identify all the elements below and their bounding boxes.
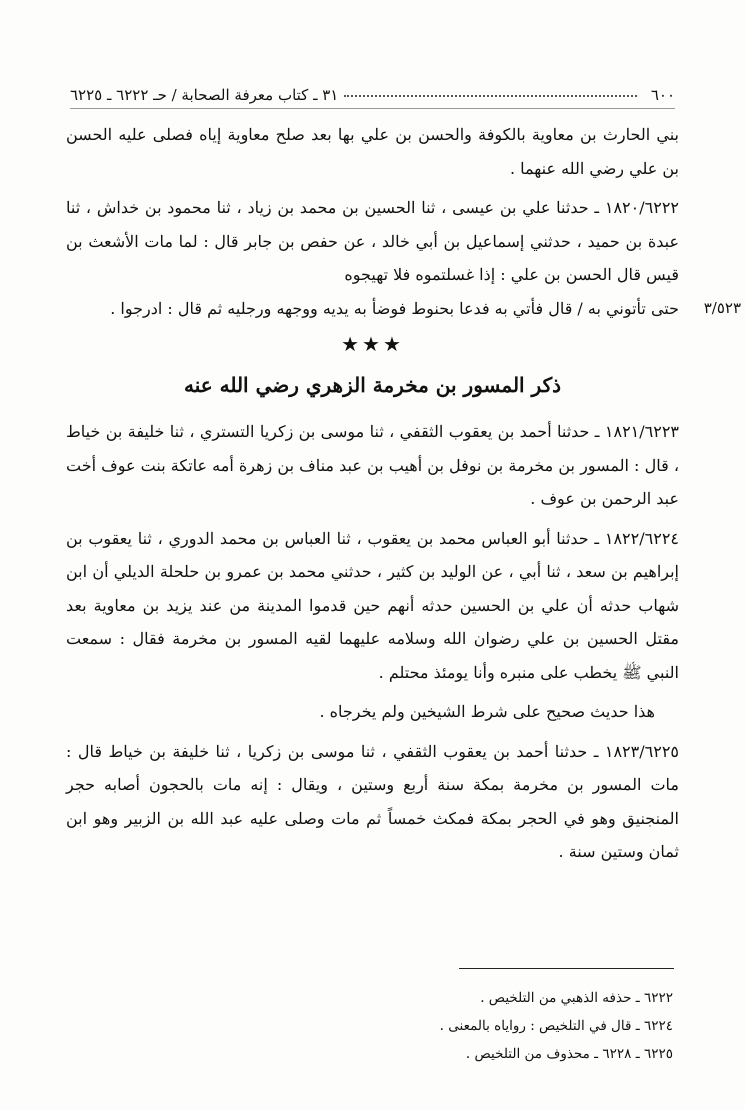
running-header [70, 82, 675, 109]
section-heading: ذكر المسور بن مخرمة الزهري رضي الله عنه [183, 373, 562, 397]
footnote-6225: ٦٢٢٥ ـ ٦٢٢٨ ـ محذوف من التلخيص . [465, 1046, 673, 1062]
section-divider-stars: ★★★ [341, 332, 404, 356]
hadith-6225: ١٨٢٣/٦٢٢٥ ـ حدثنا أحمد بن يعقوب الثقفي ، ثنا موسى بن زكريا ، ثنا خليفة بن خياط قال : مات المسور بن مخرمة بمكة سنة أربع وستين ، ويقال : إنه مات بالحجون أصابه حجر المنجنيق وهو في الحجر بمكة فمكث خمساً ثم مات وصلى عليه عبد الله بن الزبير وهو ابن ثمان وستين سنة . [66, 741, 679, 861]
paragraph-continuation: بني الحارث بن معاوية بالكوفة والحسن بن علي بها بعد صلح معاوية إياه فصلى عليه الحسن بن علي رضي الله عنهما . [66, 125, 679, 178]
hadith-6222-ending: حتى تأتوني به / قال فأتي به فدعا بحنوط فوضأ به يديه ووجهه ورجليه ثم قال : ادرجوا . [110, 298, 679, 318]
volume-page-reference: ٣/٥٢٣ [703, 298, 741, 317]
hadith-6224: ١٨٢٢/٦٢٢٤ ـ حدثنا أبو العباس محمد بن يعقوب ، ثنا العباس بن محمد الدوري ، ثنا يعقوب بن إبراهيم بن سعد ، ثنا أبي ، عن الوليد بن كثير ، حدثني محمد بن عمرو بن حلحلة الديلي أن ابن شهاب حدثه أن علي بن الحسين حدثه أنهم حين قدموا المدينة من عند يزيد بن معاوية بعد مقتل الحسين بن علي رضوان الله وسلامه عليهما لقيه المسور بن مخرمة فقال : سمعت النبي ﷺ يخطب على منبره وأنا يومئذ محتلم . [66, 528, 679, 682]
footnotes [200, 984, 673, 1068]
running-title: ٣١ ـ كتاب معرفة الصحابة / حـ ٦٢٢٢ ـ ٦٢٢٥ [70, 86, 339, 104]
authenticity-note: هذا حديث صحيح على شرط الشيخين ولم يخرجاه . [319, 702, 655, 721]
page-number: ٦٠٠ [650, 86, 675, 104]
footnote-6224: ٦٢٢٤ ـ قال في التلخيص : رواياه بالمعنى . [439, 1018, 673, 1034]
main-text [66, 118, 741, 869]
footnote-6222: ٦٢٢٢ ـ حذفه الذهبي من التلخيص . [480, 990, 673, 1006]
footnote-separator [459, 968, 674, 969]
hadith-6222: ١٨٢٠/٦٢٢٢ ـ حدثنا علي بن عيسى ، ثنا الحسين بن محمد بن زياد ، ثنا محمود بن خداش ، ثنا عبدة بن حميد ، حدثني إسماعيل بن أبي خالد ، عن حفص بن جابر قال : لما مات الأشعث بن قيس قال الحسن بن علي : إذا غسلتموه فلا تهيجوه [66, 198, 679, 284]
hadith-6222-last-line [66, 292, 741, 326]
header-dot-leader [344, 87, 636, 97]
hadith-6223: ١٨٢١/٦٢٢٣ ـ حدثنا أحمد بن يعقوب الثقفي ، ثنا موسى بن زكريا التستري ، ثنا خليفة بن خياط ، قال : المسور بن مخرمة بن نوفل بن أهيب بن عبد مناف بن زهرة أمه عاتكة بنت عوف أخت عبد الرحمن بن عوف . [66, 422, 680, 508]
